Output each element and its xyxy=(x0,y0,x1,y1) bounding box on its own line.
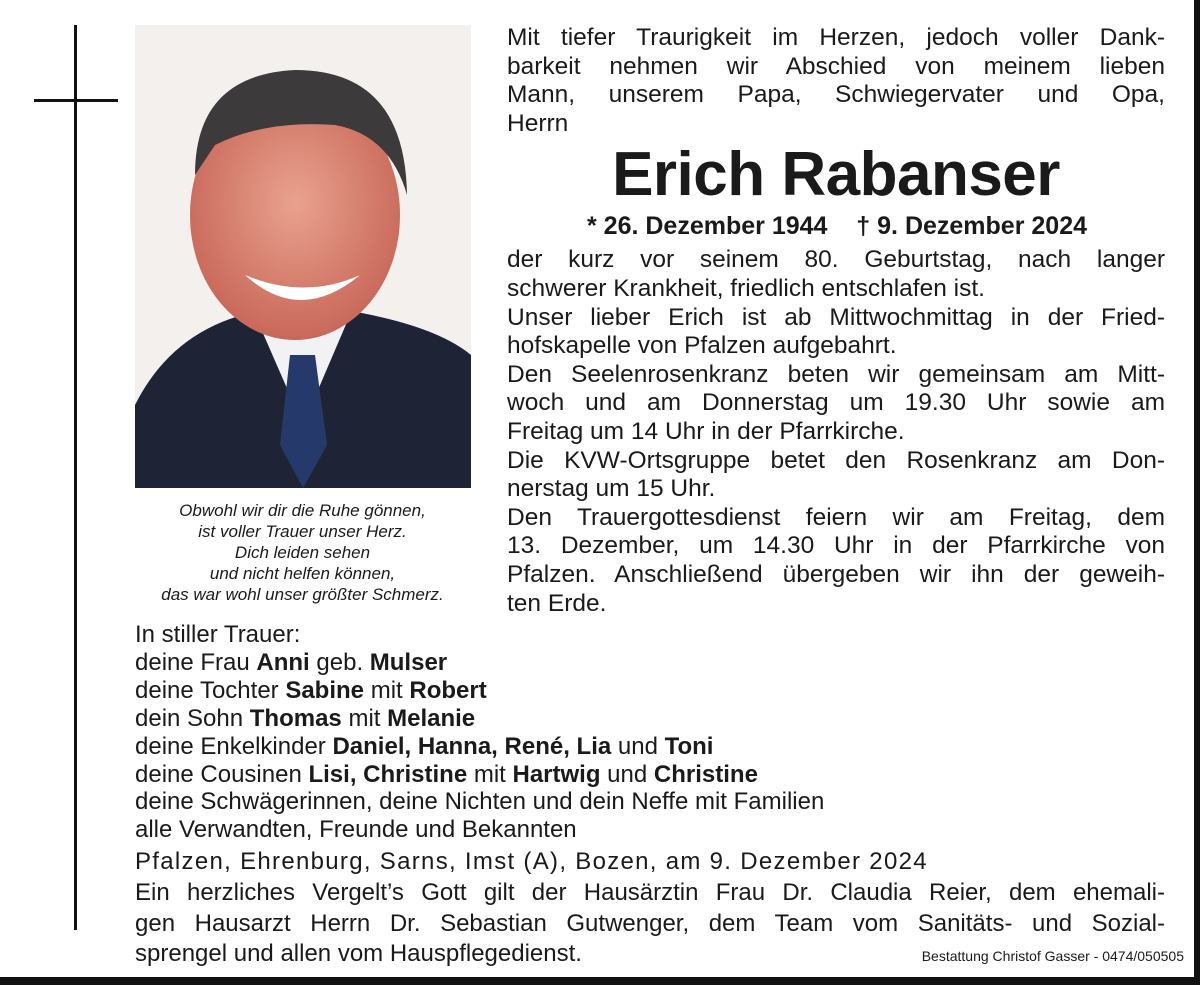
deceased-name: Erich Rabanser xyxy=(612,140,1060,210)
body-line: der kurz vor seinem 80. Geburtstag, nach langer xyxy=(507,246,1165,274)
body-line: hofskapelle von Pfalzen aufgebahrt. xyxy=(507,332,897,360)
mourner-relation: und xyxy=(600,760,654,788)
mourner-line xyxy=(135,816,824,844)
portrait-photo xyxy=(135,25,471,488)
mourner-line xyxy=(135,705,824,733)
body-line: Den Seelenrosenkranz beten wir gemeinsam am Mitt- xyxy=(507,360,1165,388)
intro-line: Mann, unserem Papa, Schwiegervater und Opa, xyxy=(507,81,1165,109)
intro-line: Mit tiefer Traurigkeit im Herzen, jedoch voller Dank- xyxy=(507,24,1165,51)
poem-line: das war wohl unser größter Schmerz. xyxy=(161,585,444,604)
body-line: Den Trauergottesdienst feiern wir am Freitag, dem xyxy=(507,503,1165,531)
mourner-relation: mit xyxy=(364,676,410,704)
body-line: Pfalzen. Anschließend übergeben wir ihn der geweih- xyxy=(507,560,1165,588)
frame-bottom-edge xyxy=(0,977,1200,985)
cross-horizontal-bar xyxy=(34,99,118,102)
intro-line: Herrn xyxy=(507,109,569,137)
body-line: Freitag um 14 Uhr in der Pfarrkirche. xyxy=(507,417,905,445)
body-line: Unser lieber Erich ist ab Mittwochmittag in der Fried- xyxy=(507,303,1165,331)
mourner-relation: geb. xyxy=(309,648,370,676)
thanks-line: gen Hausarzt Herrn Dr. Sebastian Gutwenger, dem Team vom Sanitäts- und Sozial- xyxy=(135,909,1165,937)
mourner-line xyxy=(135,733,824,761)
mourner-line xyxy=(135,677,824,705)
mourner-relation: deine Enkelkinder xyxy=(135,732,333,760)
cross-vertical-bar xyxy=(74,25,77,930)
mourner-name: Anni xyxy=(256,648,310,676)
body-line: ten Erde. xyxy=(507,589,607,617)
mourner-line xyxy=(135,788,824,816)
mourner-line xyxy=(135,621,824,649)
mourner-line xyxy=(135,761,824,789)
thanks-line: Ein herzliches Vergelt’s Gott gilt der Hausärztin Frau Dr. Claudia Reier, dem ehemali- xyxy=(135,879,1165,906)
mourner-relation: alle Verwandten, Freunde und Bekannten xyxy=(135,816,577,844)
mourner-name: Thomas xyxy=(249,704,342,732)
poem-line: Dich leiden sehen xyxy=(234,543,371,562)
place-and-date: Pfalzen, Ehrenburg, Sarns, Imst (A), Bozen, am 9. Dezember 2024 xyxy=(135,848,928,875)
mourner-relation: deine Schwägerinnen, deine Nichten und dein Neffe mit Familien xyxy=(135,788,825,816)
mourner-relation: deine Frau xyxy=(135,648,257,676)
body-line: schwerer Krankheit, friedlich entschlafen ist. xyxy=(507,274,985,302)
mourner-relation: dein Sohn xyxy=(135,704,250,732)
poem-line: Obwohl wir dir die Ruhe gönnen, xyxy=(179,501,426,520)
mourner-name: Sabine xyxy=(285,676,365,704)
body-line: nerstag um 15 Uhr. xyxy=(507,475,716,503)
poem-line: und nicht helfen können, xyxy=(209,564,396,583)
mourner-relation: deine Tochter xyxy=(135,676,286,704)
mourner-name: Robert xyxy=(409,676,487,704)
memorial-poem xyxy=(130,500,475,605)
mourner-relation: deine Cousinen xyxy=(135,760,309,788)
announcement-body xyxy=(507,246,1165,618)
mourner-name: Mulser xyxy=(369,648,448,676)
mourner-name: Lisi, Christine xyxy=(308,760,468,788)
mourner-relation: mit xyxy=(341,704,388,732)
announcement-text xyxy=(507,24,1165,618)
body-line: Die KVW-Ortsgruppe betet den Rosenkranz am Don- xyxy=(507,446,1165,474)
intro-line: barkeit nehmen wir Abschied von meinem lieben xyxy=(507,52,1165,80)
mourner-relation: In stiller Trauer: xyxy=(135,621,301,648)
mourner-name: Daniel, Hanna, René, Lia xyxy=(332,732,612,760)
frame-right-edge xyxy=(1194,0,1200,985)
birth-date: * 26. Dezember 1944 xyxy=(587,212,828,241)
undertaker-credit: Bestattung Christof Gasser - 0474/050505 xyxy=(921,948,1184,964)
mourner-relation: mit xyxy=(467,760,513,788)
mourner-relation: und xyxy=(611,732,665,760)
mourner-name: Melanie xyxy=(387,704,476,732)
life-dates xyxy=(507,210,1165,242)
mourner-name: Hartwig xyxy=(512,760,601,788)
thanks-line: sprengel und allen vom Hauspflegedienst. xyxy=(135,940,582,967)
mourner-name: Christine xyxy=(653,760,758,788)
death-date: † 9. Dezember 2024 xyxy=(856,212,1087,241)
mourners-list xyxy=(135,621,824,844)
poem-line: ist voller Trauer unser Herz. xyxy=(198,522,407,541)
mourner-line xyxy=(135,649,824,677)
mourner-name: Toni xyxy=(664,732,714,760)
body-line: woch und am Donnerstag um 19.30 Uhr sowie am xyxy=(507,389,1165,417)
body-line: 13. Dezember, um 14.30 Uhr in der Pfarrkirche von xyxy=(507,532,1165,560)
